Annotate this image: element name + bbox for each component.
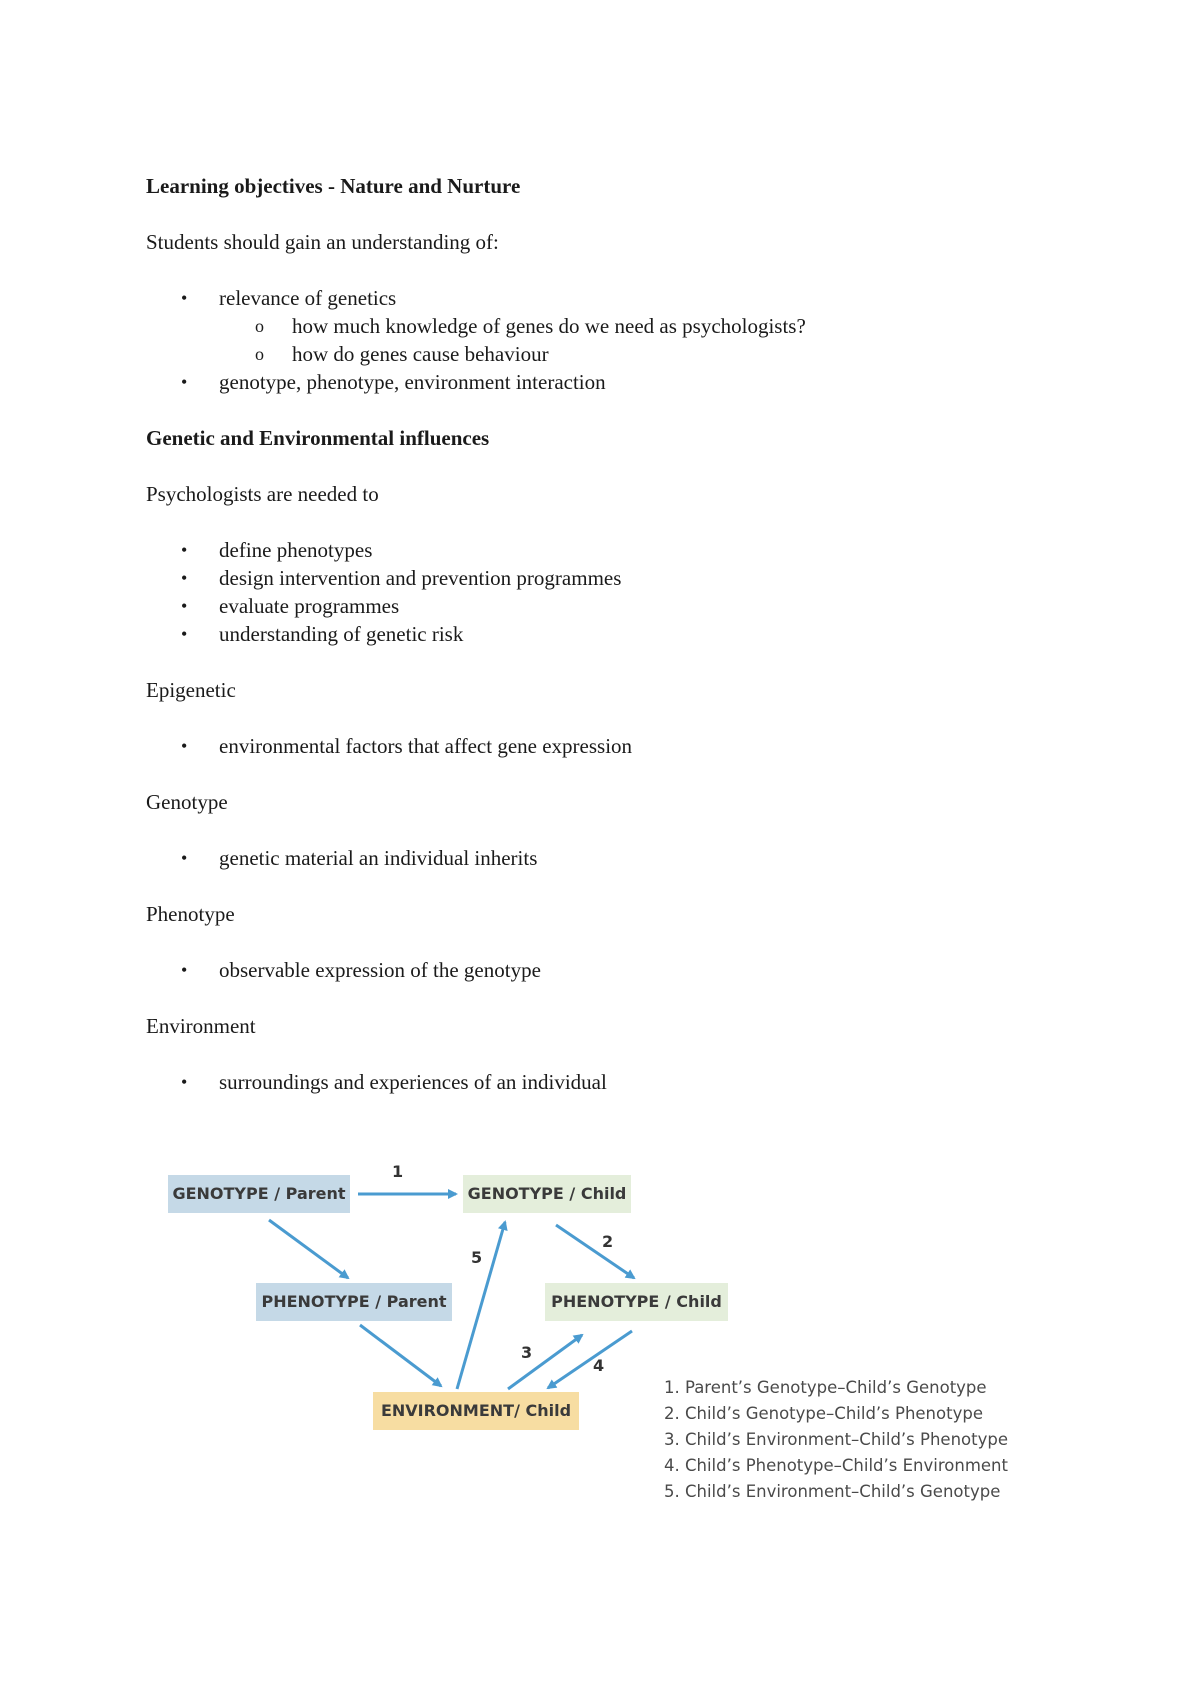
- list-item: • observable expression of the genotype: [181, 958, 541, 982]
- sub-list-item: o how do genes cause behaviour: [255, 342, 549, 366]
- arrow-number-4: 4: [593, 1356, 605, 1375]
- psychologists-intro: Psychologists are needed to: [146, 482, 379, 506]
- bullet-icon: •: [181, 288, 188, 308]
- environment-child-box: ENVIRONMENT/ Child: [373, 1392, 579, 1430]
- list-item: • genotype, phenotype, environment interaction: [181, 370, 606, 394]
- bullet-icon: •: [181, 540, 188, 560]
- term-environment: Environment: [146, 1014, 256, 1038]
- arrow-parent-genotype-phenotype: [269, 1220, 348, 1278]
- bullet-icon: •: [181, 372, 188, 392]
- arrow-4: [548, 1331, 632, 1388]
- bullet-icon: •: [181, 736, 188, 756]
- term-genotype: Genotype: [146, 790, 228, 814]
- list-item: • understanding of genetic risk: [181, 622, 464, 646]
- legend-item: 4. Child’s Phenotype–Child’s Environment: [664, 1456, 1008, 1475]
- list-item: • design intervention and prevention programmes: [181, 566, 622, 590]
- list-item: • surroundings and experiences of an individual: [181, 1070, 607, 1094]
- arrow-number-5: 5: [471, 1248, 483, 1267]
- genotype-environment-diagram: [160, 1160, 1060, 1530]
- term-phenotype: Phenotype: [146, 902, 235, 926]
- term-epigenetic: Epigenetic: [146, 678, 236, 702]
- list-item: • genetic material an individual inherits: [181, 846, 538, 870]
- document-body: [146, 172, 1106, 1096]
- phenotype-child-box: PHENOTYPE / Child: [545, 1283, 728, 1321]
- genotype-child-box: GENOTYPE / Child: [463, 1175, 631, 1213]
- bullet-icon: •: [181, 960, 188, 980]
- list-item: • environmental factors that affect gene expression: [181, 734, 633, 758]
- bullet-icon: •: [181, 568, 188, 588]
- bullet-icon: •: [181, 1072, 188, 1092]
- bullet-icon: •: [181, 596, 188, 616]
- diagram-legend: [664, 1375, 1008, 1505]
- list-item: • relevance of genetics: [181, 286, 397, 310]
- list-item: • evaluate programmes: [181, 594, 400, 618]
- legend-item: 1. Parent’s Genotype–Child’s Genotype: [664, 1378, 987, 1397]
- sub-bullet-icon: o: [255, 316, 264, 336]
- bullet-icon: •: [181, 848, 188, 868]
- bullet-icon: •: [181, 624, 188, 644]
- arrow-2: [556, 1225, 634, 1278]
- sub-bullet-icon: o: [255, 344, 264, 364]
- legend-item: 3. Child’s Environment–Child’s Phenotype: [664, 1430, 1008, 1449]
- legend-item: 5. Child’s Environment–Child’s Genotype: [664, 1482, 1001, 1501]
- arrow-3: [508, 1335, 582, 1389]
- arrow-number-3: 3: [521, 1343, 533, 1362]
- arrow-parent-phenotype-environment: [360, 1325, 441, 1386]
- arrow-number-2: 2: [602, 1232, 614, 1251]
- heading-learning-objectives: Learning objectives - Nature and Nurture: [146, 174, 521, 198]
- legend-item: 2. Child’s Genotype–Child’s Phenotype: [664, 1404, 983, 1423]
- heading-genetic-environmental: Genetic and Environmental influences: [146, 426, 490, 450]
- sub-list-item: o how much knowledge of genes do we need as psychologists?: [255, 314, 806, 338]
- intro-text: Students should gain an understanding of:: [146, 230, 499, 254]
- genotype-parent-box: GENOTYPE / Parent: [168, 1175, 350, 1213]
- phenotype-parent-box: PHENOTYPE / Parent: [256, 1283, 452, 1321]
- arrow-number-1: 1: [392, 1162, 404, 1181]
- list-item: • define phenotypes: [181, 538, 373, 562]
